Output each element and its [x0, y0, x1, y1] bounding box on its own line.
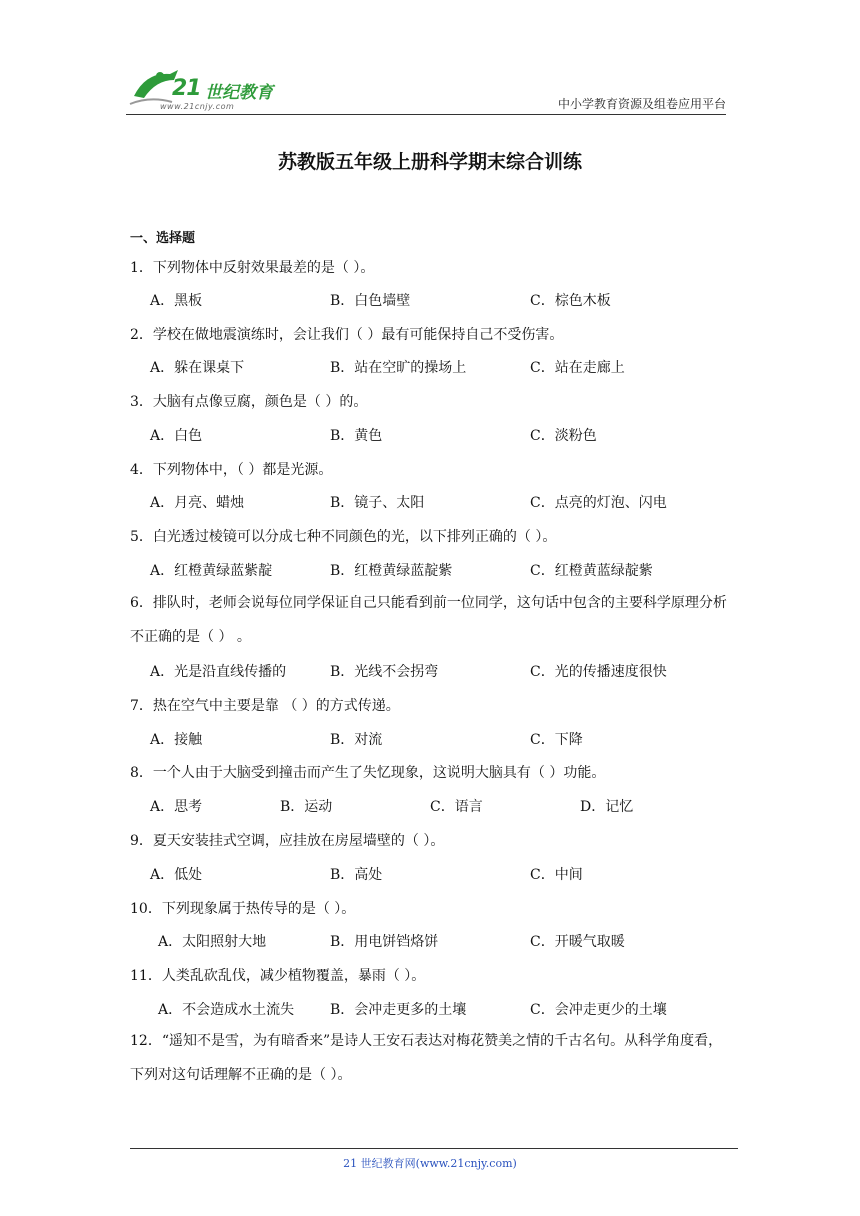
option-5a: A．红橙黄绿蓝紫靛: [150, 563, 273, 579]
option-11a: A．不会造成水土流失: [158, 1002, 295, 1018]
logo-text: 世纪教育: [205, 83, 273, 103]
question-10: 10．下列现象属于热传导的是（ ）。: [130, 901, 356, 917]
option-3a: A．白色: [150, 428, 203, 444]
option-10a: A．太阳照射大地: [158, 934, 267, 950]
question-3: 3．大脑有点像豆腐，颜色是（ ）的。: [130, 394, 368, 410]
question-1: 1．下列物体中反射效果最差的是（ ）。: [130, 260, 375, 276]
logo-number: 21: [172, 76, 201, 101]
option-5b: B．红橙黄绿蓝靛紫: [330, 563, 453, 579]
section-heading: 一、选择题: [130, 231, 196, 246]
platform-name: 中小学教育资源及组卷应用平台: [557, 97, 726, 111]
logo-url: www.21cnjy.com: [160, 102, 235, 111]
option-2b: B．站在空旷的操场上: [330, 360, 467, 376]
site-logo[interactable]: [126, 66, 296, 112]
option-7a: A．接触: [150, 732, 203, 748]
question-12: 12．“遥知不是雪，为有暗香来”是诗人王安石表达对梅花赞美之情的千古名句。从科学角度看，下列对这句话理解不正确的是（ ）。: [130, 1033, 723, 1083]
question-11: 11．人类乱砍乱伐，减少植物覆盖，暴雨（ ）。: [130, 968, 426, 984]
option-11c: C．会冲走更少的土壤: [530, 1002, 667, 1018]
option-5c: C．红橙黄蓝绿靛紫: [530, 563, 653, 579]
option-3c: C．淡粉色: [530, 428, 597, 444]
question-5: 5．白光透过棱镜可以分成七种不同颜色的光，以下排列正确的（ ）。: [130, 529, 557, 545]
question-8: 8．一个人由于大脑受到撞击而产生了失忆现象，这说明大脑具有（ ）功能。: [130, 765, 606, 781]
option-9c: C．中间: [530, 867, 583, 883]
question-4: 4．下列物体中，（ ）都是光源。: [130, 462, 333, 478]
option-7b: B．对流: [330, 732, 383, 748]
option-10b: B．用电饼铛烙饼: [330, 934, 439, 950]
question-6: 6．排队时，老师会说每位同学保证自己只能看到前一位同学，这句话中包含的主要科学原理分析不正确的是（ ） 。: [130, 595, 727, 645]
option-3b: B．黄色: [330, 428, 383, 444]
option-9b: B．高处: [330, 867, 383, 883]
page-header: [126, 66, 726, 114]
question-2: 2．学校在做地震演练时，会让我们（ ）最有可能保持自己不受伤害。: [130, 327, 564, 343]
option-11b: B．会冲走更多的土壤: [330, 1002, 467, 1018]
option-8b: B．运动: [280, 799, 333, 815]
question-7: 7．热在空气中主要是靠 （ ）的方式传递。: [130, 698, 400, 714]
footer-divider: [130, 1148, 738, 1149]
option-1a: A．黑板: [150, 293, 203, 309]
option-2c: C．站在走廊上: [530, 360, 625, 376]
header-divider: [126, 114, 726, 115]
question-9: 9．夏天安装挂式空调，应挂放在房屋墙壁的（ ）。: [130, 833, 445, 849]
option-1c: C．棕色木板: [530, 293, 611, 309]
option-10c: C．开暖气取暖: [530, 934, 625, 950]
option-6c: C．光的传播速度很快: [530, 664, 667, 680]
footer-link[interactable]: 21 世纪教育网(www.21cnjy.com): [343, 1157, 517, 1170]
option-4b: B．镜子、太阳: [330, 495, 425, 511]
option-4a: A．月亮、蜡烛: [150, 495, 245, 511]
option-9a: A．低处: [150, 867, 203, 883]
option-8c: C．语言: [430, 799, 483, 815]
option-6b: B．光线不会拐弯: [330, 664, 439, 680]
option-4c: C．点亮的灯泡、闪电: [530, 495, 667, 511]
option-8d: D．记忆: [580, 799, 634, 815]
option-7c: C．下降: [530, 732, 583, 748]
option-2a: A．躲在课桌下: [150, 360, 245, 376]
page-title: 苏教版五年级上册科学期末综合训练: [277, 151, 582, 173]
option-8a: A．思考: [150, 799, 203, 815]
option-1b: B．白色墙壁: [330, 293, 411, 309]
option-6a: A．光是沿直线传播的: [150, 664, 287, 680]
